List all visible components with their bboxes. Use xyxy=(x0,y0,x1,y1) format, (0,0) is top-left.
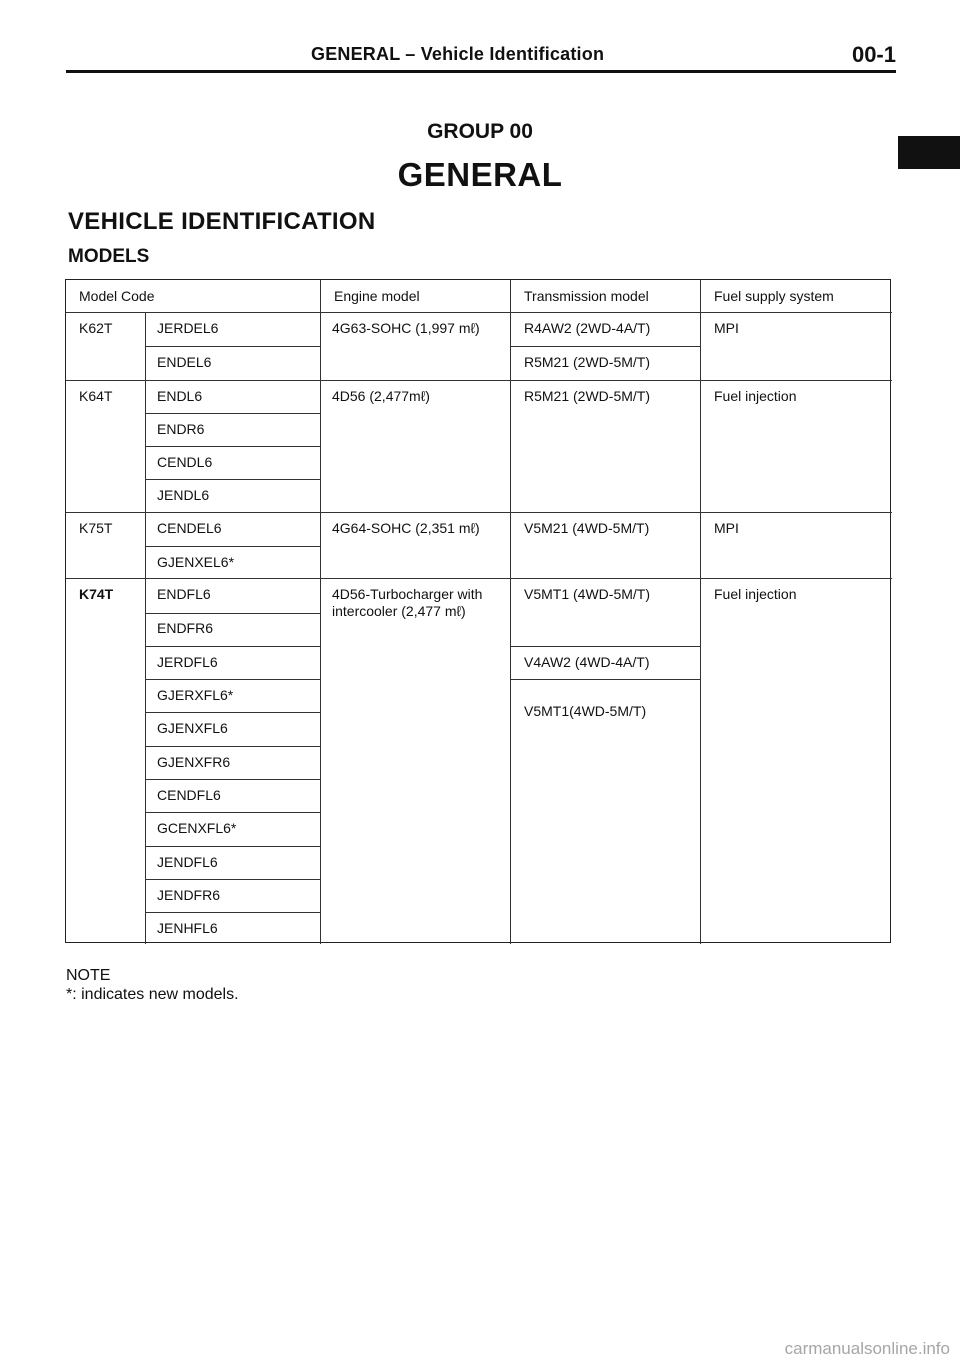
model-cell: GCENXFL6* xyxy=(157,820,237,836)
engine-cell: 4D56-Turbocharger with xyxy=(332,586,483,602)
transmission-cell: V5MT1(4WD-5M/T) xyxy=(524,703,647,719)
transmission-cell: V5M21 (4WD-5M/T) xyxy=(524,520,650,536)
model-cell: JENDFL6 xyxy=(157,854,218,870)
section-subtitle: MODELS xyxy=(68,246,150,267)
transmission-cell: R5M21 (2WD-5M/T) xyxy=(524,388,651,404)
model-row-divider xyxy=(145,646,320,647)
model-cell: JENHFL6 xyxy=(157,920,218,936)
note xyxy=(66,966,239,1004)
header-model-code: Model Code xyxy=(79,288,155,304)
header-fuel-supply-system: Fuel supply system xyxy=(714,288,834,304)
model-cell: ENDFL6 xyxy=(157,586,211,602)
model-row-divider xyxy=(145,546,320,547)
model-cell: GJERXFL6* xyxy=(157,687,234,703)
transmission-row-divider xyxy=(510,346,700,347)
model-cell: JERDEL6 xyxy=(157,320,219,336)
model-code-cell: K62T xyxy=(79,320,113,336)
engine-cell: intercooler (2,477 mℓ) xyxy=(332,603,466,619)
model-row-divider xyxy=(145,346,320,347)
model-code-cell: K74T xyxy=(79,586,114,602)
fuel-cell: Fuel injection xyxy=(714,586,797,602)
transmission-row-divider xyxy=(510,679,700,680)
model-cell: GJENXEL6* xyxy=(157,554,235,570)
page-number: 00-1 xyxy=(851,42,896,67)
model-row-divider xyxy=(145,712,320,713)
model-row-divider xyxy=(145,812,320,813)
model-cell: JERDFL6 xyxy=(157,654,218,670)
model-row-divider xyxy=(145,679,320,680)
model-cell: ENDEL6 xyxy=(157,354,212,370)
model-row-divider xyxy=(145,446,320,447)
row-divider xyxy=(66,512,892,513)
col-divider xyxy=(145,312,146,944)
header-transmission-model: Transmission model xyxy=(524,288,649,304)
model-cell: ENDR6 xyxy=(157,421,205,437)
fuel-cell: Fuel injection xyxy=(714,388,797,404)
note-text: *: indicates new models. xyxy=(66,986,239,1003)
model-cell: GJENXFR6 xyxy=(157,754,231,770)
transmission-cell: R4AW2 (2WD-4A/T) xyxy=(524,320,651,336)
model-row-divider xyxy=(145,413,320,414)
transmission-row-divider xyxy=(510,646,700,647)
header-engine-model: Engine model xyxy=(334,288,420,304)
model-row-divider xyxy=(145,746,320,747)
transmission-cell: R5M21 (2WD-5M/T) xyxy=(524,354,651,370)
row-divider xyxy=(66,312,892,313)
model-cell: JENDFR6 xyxy=(157,887,221,903)
models-table xyxy=(65,279,891,943)
fuel-cell: MPI xyxy=(714,320,739,336)
model-cell: JENDL6 xyxy=(157,487,210,503)
model-cell: CENDFL6 xyxy=(157,787,221,803)
model-cell: ENDFR6 xyxy=(157,620,214,636)
model-code-cell: K64T xyxy=(79,388,113,404)
row-divider xyxy=(66,380,892,381)
model-cell: CENDEL6 xyxy=(157,520,222,536)
model-row-divider xyxy=(145,613,320,614)
model-cell: ENDL6 xyxy=(157,388,203,404)
model-row-divider xyxy=(145,879,320,880)
engine-cell: 4G64-SOHC (2,351 mℓ) xyxy=(332,520,480,536)
engine-cell: 4G63-SOHC (1,997 mℓ) xyxy=(332,320,480,336)
engine-cell: 4D56 (2,477mℓ) xyxy=(332,388,430,404)
fuel-cell: MPI xyxy=(714,520,739,536)
transmission-cell: V5MT1 (4WD-5M/T) xyxy=(524,586,650,602)
page-header xyxy=(66,40,896,73)
model-cell: CENDL6 xyxy=(157,454,213,470)
row-divider xyxy=(66,578,892,579)
model-row-divider xyxy=(145,779,320,780)
model-code-cell: K75T xyxy=(79,520,113,536)
section-title: VEHICLE IDENTIFICATION xyxy=(68,208,376,235)
group-title: GENERAL xyxy=(397,156,563,193)
model-cell: GJENXFL6 xyxy=(157,720,228,736)
watermark: carmanualsonline.info xyxy=(784,1339,950,1358)
model-row-divider xyxy=(145,846,320,847)
transmission-cell: V4AW2 (4WD-4A/T) xyxy=(524,654,650,670)
group-label: GROUP 00 xyxy=(427,120,533,143)
note-title: NOTE xyxy=(66,967,111,984)
model-row-divider xyxy=(145,479,320,480)
header-title: GENERAL – Vehicle Identification xyxy=(311,44,605,64)
model-row-divider xyxy=(145,912,320,913)
